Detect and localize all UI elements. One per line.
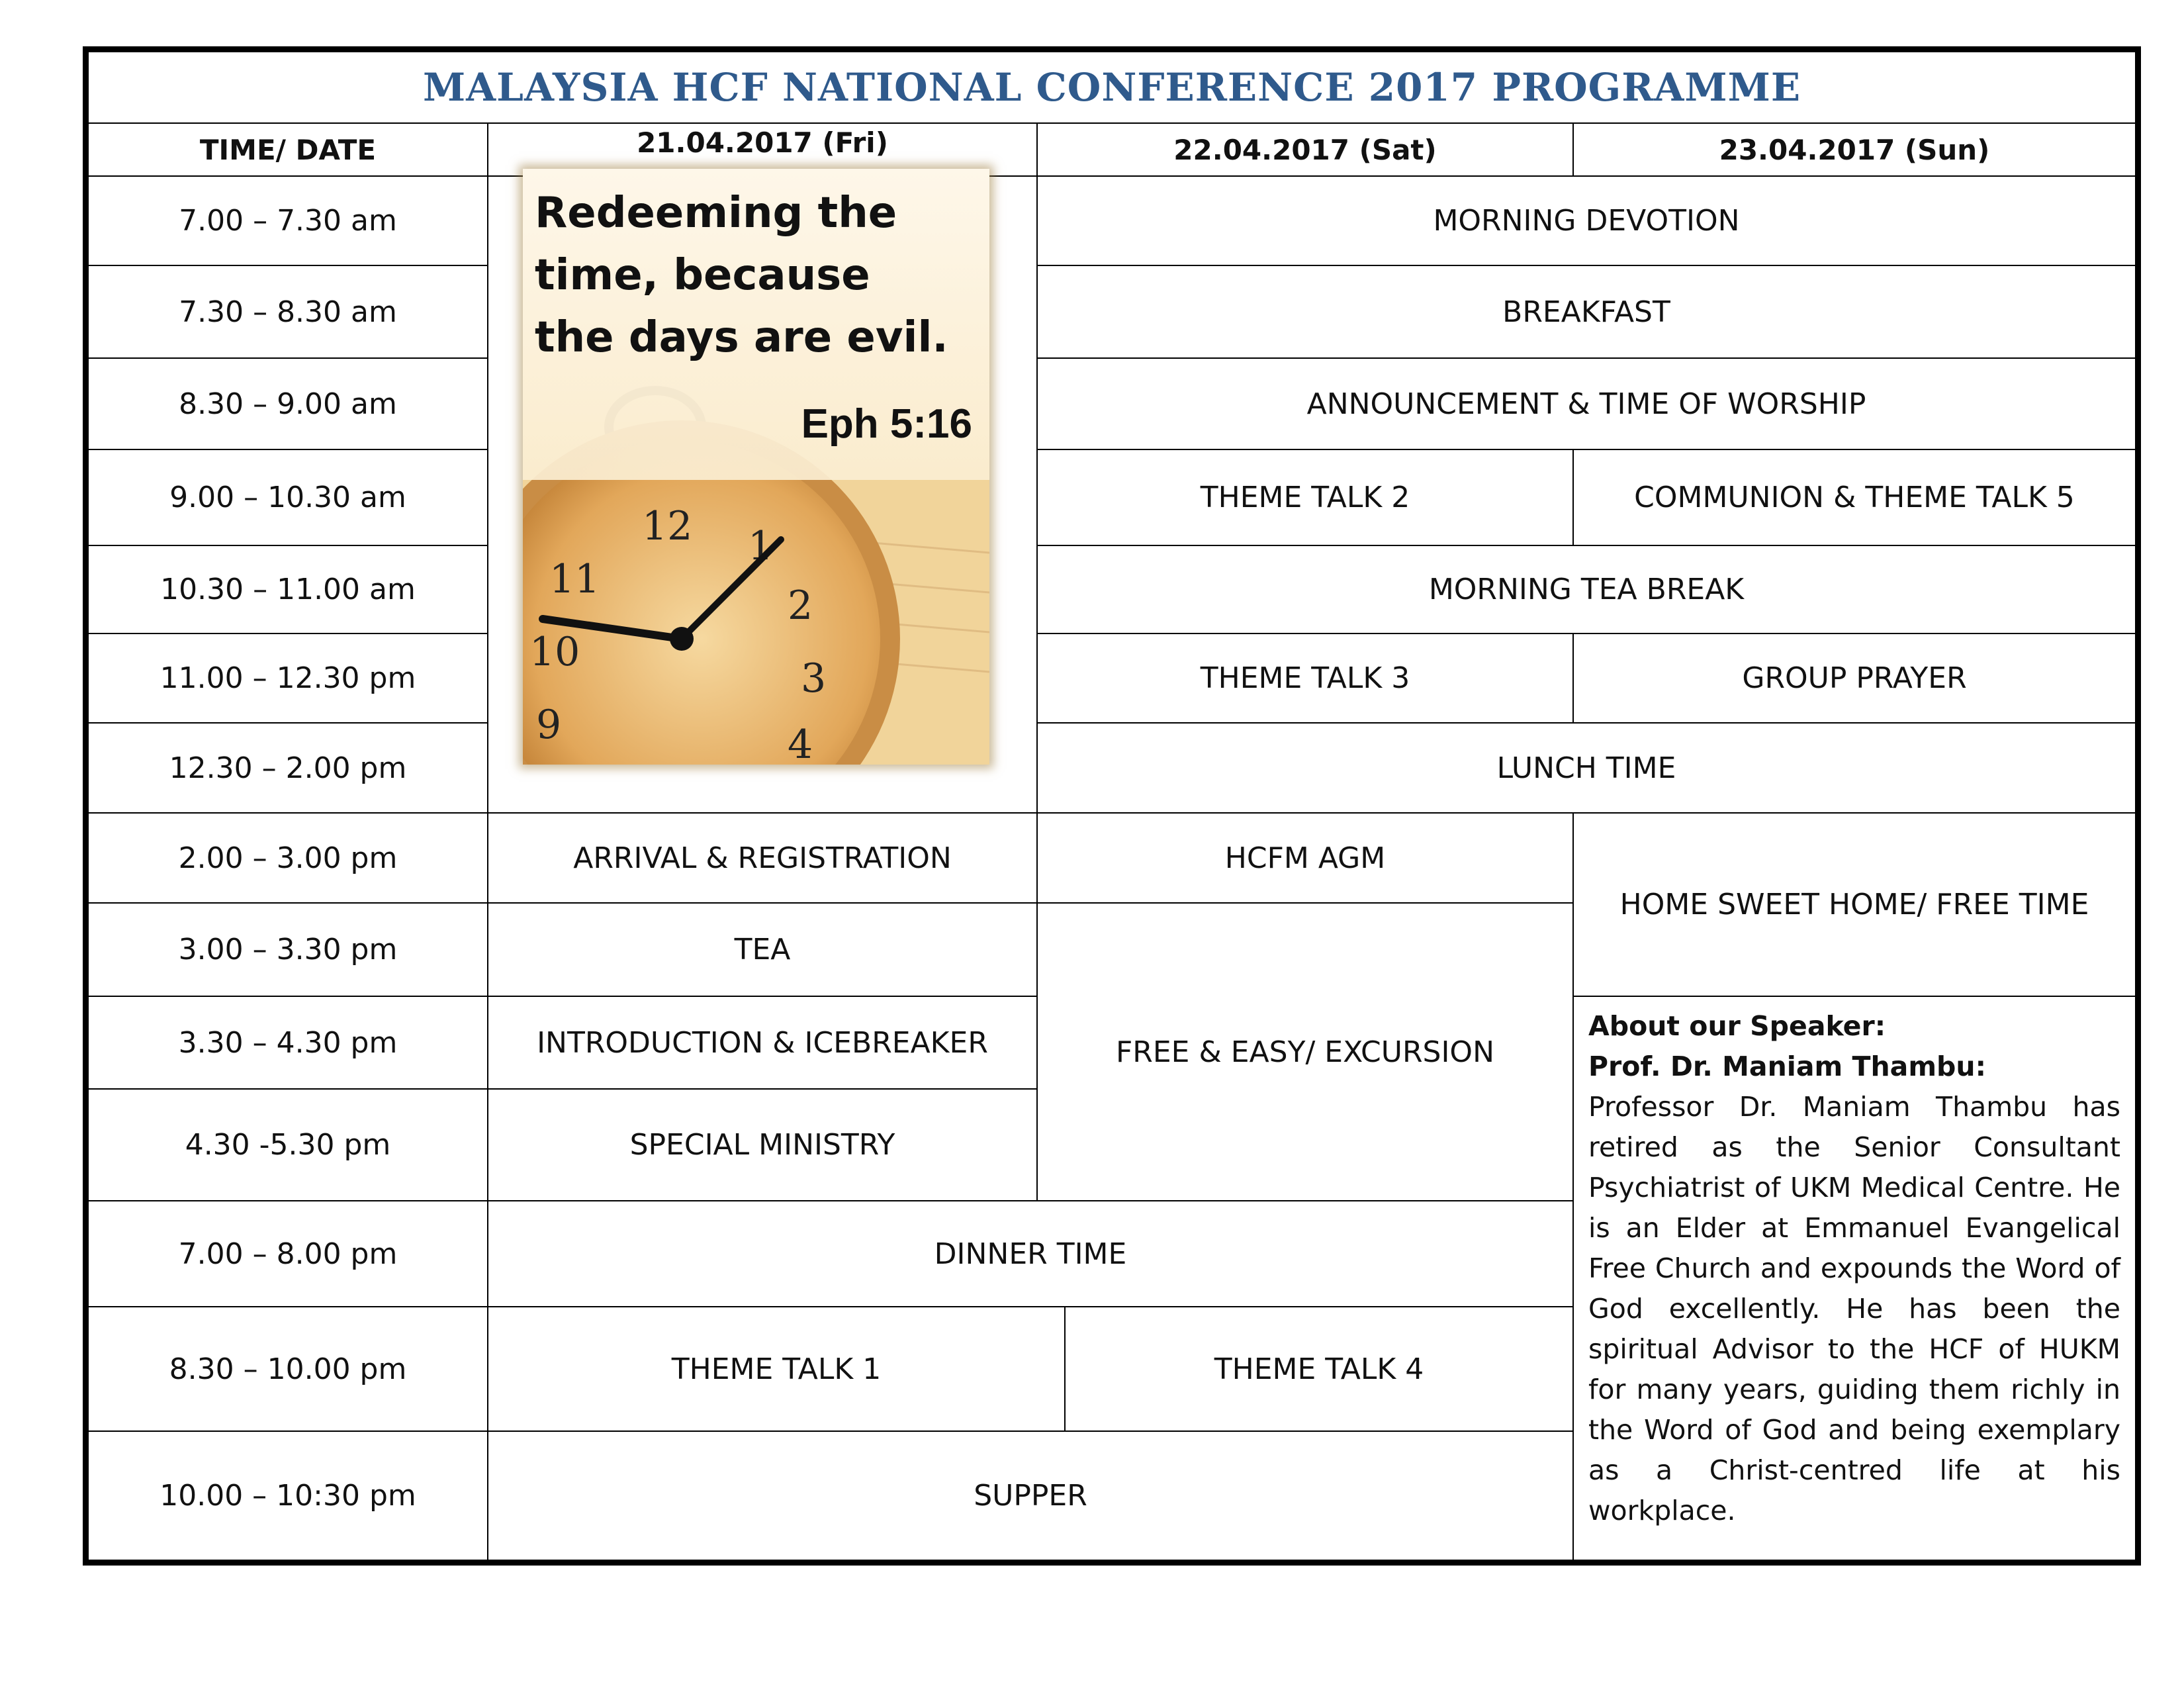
- svg-text:1: 1: [748, 523, 774, 569]
- event-lunch: LUNCH TIME: [1038, 724, 2135, 814]
- event-tea: TEA: [488, 904, 1038, 997]
- verse-reference: Eph 5:16: [801, 401, 972, 447]
- time-slot-5: 10.30 – 11.00 am: [89, 546, 488, 634]
- time-slot-12: 7.00 – 8.00 pm: [89, 1201, 488, 1307]
- event-theme-talk-4: THEME TALK 4: [1066, 1307, 1574, 1432]
- svg-text:3: 3: [801, 655, 827, 702]
- time-slot-8: 2.00 – 3.00 pm: [89, 814, 488, 904]
- verse-line-3: the days are evil.: [535, 313, 948, 362]
- time-slot-6: 11.00 – 12.30 pm: [89, 634, 488, 724]
- page-title: MALAYSIA HCF NATIONAL CONFERENCE 2017 PROGRAMME: [89, 52, 2135, 124]
- time-slot-13: 8.30 – 10.00 pm: [89, 1307, 488, 1432]
- event-theme-talk-1: THEME TALK 1: [488, 1307, 1066, 1432]
- header-time-date: TIME/ DATE: [89, 124, 488, 177]
- event-special-ministry: SPECIAL MINISTRY: [488, 1090, 1038, 1201]
- header-friday: 21.04.2017 (Fri): [488, 124, 1038, 177]
- svg-text:12: 12: [642, 503, 693, 549]
- event-supper: SUPPER: [488, 1432, 1574, 1560]
- svg-text:4: 4: [788, 722, 813, 765]
- event-group-prayer: GROUP PRAYER: [1574, 634, 2135, 724]
- time-slot-7: 12.30 – 2.00 pm: [89, 724, 488, 814]
- event-hcfm-agm: HCFM AGM: [1038, 814, 1574, 904]
- event-morning-devotion: MORNING DEVOTION: [1038, 177, 2135, 266]
- event-arrival-registration: ARRIVAL & REGISTRATION: [488, 814, 1038, 904]
- speaker-info: [1574, 997, 2135, 1560]
- time-slot-10: 3.30 – 4.30 pm: [89, 997, 488, 1090]
- programme-table: [83, 46, 2141, 1566]
- event-theme-talk-2: THEME TALK 2: [1038, 450, 1574, 546]
- speaker-name: Prof. Dr. Maniam Thambu:: [1588, 1051, 1986, 1082]
- time-slot-3: 8.30 – 9.00 am: [89, 359, 488, 450]
- event-communion-theme-talk-5: COMMUNION & THEME TALK 5: [1574, 450, 2135, 546]
- speaker-bio: Professor Dr. Maniam Thambu has retired as the Senior Consultant Psychiatrist of UKM Medical Centre. He is an Elder at Emmanuel Evangelical Free Church and expounds the Word of God excellently. He has been the spiritual Advisor to the HCF of HUKM for many years, guiding them richly in the Word of God and being exemplary as a Christ-centred life at his workplace.: [1588, 1091, 2120, 1526]
- svg-text:9: 9: [536, 702, 562, 748]
- event-breakfast: BREAKFAST: [1038, 266, 2135, 359]
- svg-text:11: 11: [549, 556, 600, 602]
- event-free-easy-excursion: FREE & EASY/ EXCURSION: [1038, 904, 1574, 1201]
- event-morning-tea: MORNING TEA BREAK: [1038, 546, 2135, 634]
- time-slot-1: 7.00 – 7.30 am: [89, 177, 488, 266]
- event-theme-talk-3: THEME TALK 3: [1038, 634, 1574, 724]
- verse-line-1: Redeeming the: [535, 189, 897, 238]
- poster-verse: [535, 182, 978, 369]
- header-sunday: 23.04.2017 (Sun): [1574, 124, 2135, 177]
- event-introduction-icebreaker: INTRODUCTION & ICEBREAKER: [488, 997, 1038, 1090]
- event-announcement: ANNOUNCEMENT & TIME OF WORSHIP: [1038, 359, 2135, 450]
- event-home-sweet-home: HOME SWEET HOME/ FREE TIME: [1574, 814, 2135, 997]
- header-saturday: 22.04.2017 (Sat): [1038, 124, 1574, 177]
- time-slot-14: 10.00 – 10:30 pm: [89, 1432, 488, 1560]
- time-slot-4: 9.00 – 10.30 am: [89, 450, 488, 546]
- verse-line-2: time, because: [535, 251, 870, 300]
- verse-poster: [523, 169, 989, 765]
- time-slot-11: 4.30 -5.30 pm: [89, 1090, 488, 1201]
- svg-text:2: 2: [788, 583, 813, 629]
- event-dinner: DINNER TIME: [488, 1201, 1574, 1307]
- svg-text:10: 10: [529, 629, 580, 675]
- time-slot-2: 7.30 – 8.30 am: [89, 266, 488, 359]
- speaker-heading: About our Speaker:: [1588, 1010, 1886, 1042]
- time-slot-9: 3.00 – 3.30 pm: [89, 904, 488, 997]
